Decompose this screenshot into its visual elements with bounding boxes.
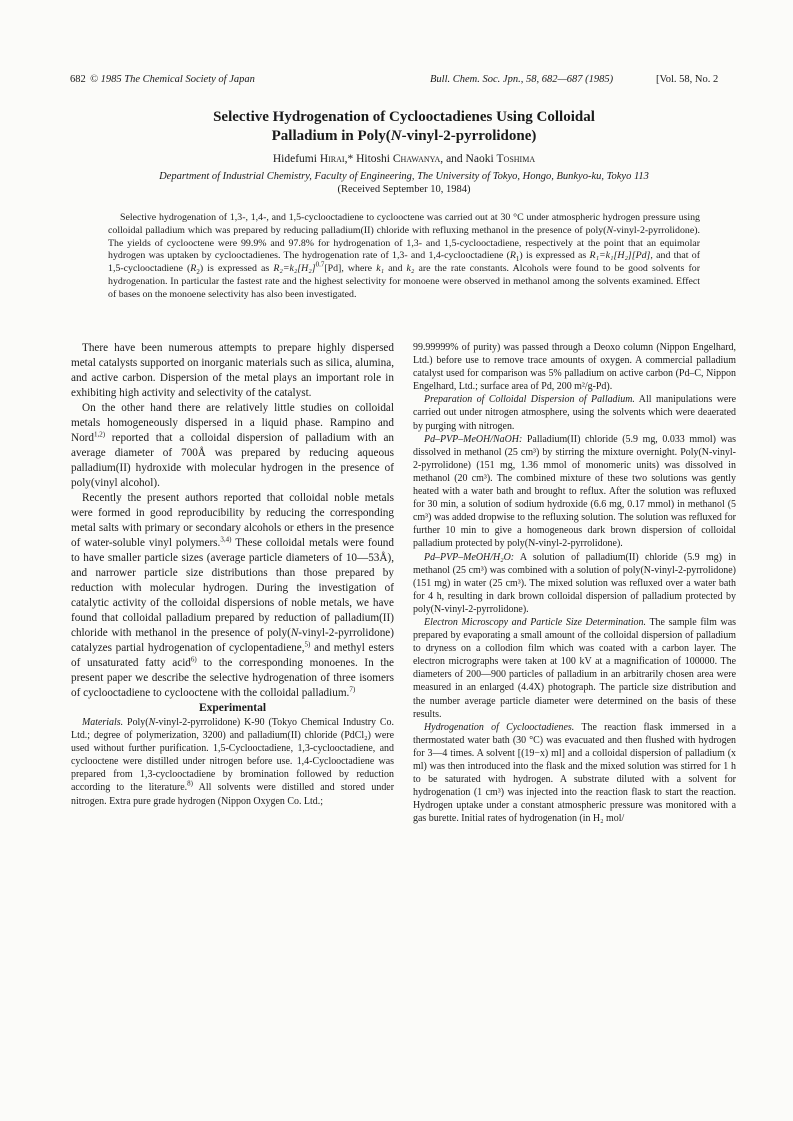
materials-continued: 99.99999% of purity) was passed through a Deoxo column (Nippon Engelhard, Ltd.) before use to remove trace amounts of oxygen. A commercial palladium catalyst used for comparison was 5% palladium on active carbon (Pd–C, Nippon Engelhard, Ltd.; surface area of Pd, 200 m²/g-Pd). bbox=[413, 342, 736, 393]
title-line-1: Selective Hydrogenation of Cyclooctadienes Using Colloidal bbox=[213, 109, 595, 125]
copyright-line: © 1985 The Chemical Society of Japan bbox=[90, 74, 255, 85]
materials-paragraph: Materials. Poly(N-vinyl-2-pyrrolidone) K-90 (Tokyo Chemical Industry Co. Ltd.; degree of polymerization, 3200) and palladium(II) chloride (PdCl₂) were used without further purification. 1,5-Cyclooctadiene, 1,3-cyclooctadiene, and cyclooctene were distilled under nitrogen before use. 1,4-Cyclooctadiene was prepared from 1,3-cyclooctadiene by bromination followed by reduction according to the literature.$^{8)}$ All solvents were distilled and stored under nitrogen. Extra pure grade hydrogen (Nippon Oxygen Co. Ltd.; bbox=[71, 717, 395, 807]
page-number: 682 bbox=[70, 74, 86, 85]
running-header bbox=[70, 74, 738, 90]
paper-title bbox=[70, 108, 738, 146]
author-2-last: Chawanya, bbox=[392, 153, 444, 165]
preparation-paragraph: Preparation of Colloidal Dispersion of Palladium. All manipulations were carried out under nitrogen atmosphere, using the solvents which were deaerated by purging with nitrogen. bbox=[413, 394, 736, 432]
corresponding-mark: * bbox=[347, 153, 354, 165]
intro-paragraph-2: On the other hand there are relatively little studies on colloidal metals homogeneously dispersed in a liquid phase. Rampino and Nord$^{1,2)}$ reported that a colloidal dispersion of palladium with an average diameter of 700Å was prepared by reducing aqueous palladium(II) hydroxide with molecular hydrogen in the presence of poly(vinyl alcohol). bbox=[71, 402, 394, 489]
intro-paragraph-1: There have been numerous attempts to prepare highly dispersed metal catalysts supported on inorganic materials such as silica, alumina, and active carbon. Dispersion of the metal plays an important role in exhibiting high activity and selectivity of the catalyst. bbox=[71, 342, 394, 399]
intro-paragraph-3: Recently the present authors reported that colloidal noble metals were formed in good reproducibility by reducing the corresponding metal salts with primary or secondary alcohols or ethers in the presence of water-soluble vinyl polymers.$^{3,4)}$ These colloidal metals were found to have smaller particle sizes (average particle diameters of 10—53Å), and narrower particle size distributions than those prepared by reduction with molecular hydrogen. During the investigation of catalytic activity of the colloidal dispersions of noble metals, we have found that colloidal palladium prepared by reduction of palladium(II) chloride with methanol in the presence of poly(N-vinyl-2-pyrrolidone) catalyzes partial hydrogenation of cyclopentadiene,$^{5)}$ and methyl esters of unsaturated fatty acid$^{6)}$ to the corresponding monoenes. In the present paper we describe the selective hydrogenation of three isomers of cyclooctadiene to cyclooctene with the colloidal palladium.$^{7)}$ bbox=[71, 492, 395, 699]
journal-citation: Bull. Chem. Soc. Jpn., 58, 682—687 (1985) bbox=[430, 74, 614, 85]
title-n: N bbox=[390, 128, 402, 144]
author-1-first: Hidefumi bbox=[272, 153, 317, 165]
electron-microscopy-paragraph: Electron Microscopy and Particle Size Determination. The sample film was prepared by evaporating a small amount of the colloidal dispersion of palladium to dryness on a collodion film which was coated with a carbon layer. The electron micrographs were taken at 100 kV at a magnification of 100000. The diameters of 200—900 particles of palladium in an arbitrarily chosen area were measured in an enlarged (4.4X) photograph. The particle size distribution and the number average particle diameter were determined on the basis of these results. bbox=[413, 616, 736, 720]
author-list bbox=[70, 153, 738, 165]
author-2-first: Hitoshi bbox=[356, 153, 390, 165]
hydrogenation-paragraph: Hydrogenation of Cyclooctadienes. The reaction flask immersed in a thermostated water bath (30 °C) was evacuated and then flushed with hydrogen for 3—4 times. A solvent [(19−x) ml] and a colloidal dispersion of palladium (x ml) was then introduced into the flask and the mixed solution was stirred for 1 h to be saturated with hydrogen. A substrate diluted with a solvent for hydrogenation (1 cm³) was injected into the reaction flask to start the reaction. Hydrogen uptake under a constant atmospheric pressure was monitored with a gas burette. Initial rates of hydrogenation (in H₂ mol/ bbox=[413, 721, 736, 825]
affiliation: Department of Industrial Chemistry, Faculty of Engineering, The University of Tokyo, Hongo, Bunkyo-ku, Tokyo 113 bbox=[159, 171, 649, 182]
volume-issue: [Vol. 58, No. 2 bbox=[656, 74, 719, 85]
title-line-2a: Palladium in Poly( bbox=[271, 128, 391, 144]
author-and: and bbox=[446, 153, 463, 165]
section-heading-experimental: Experimental bbox=[198, 702, 267, 714]
pd-pvp-h2o-paragraph: Pd–PVP–MeOH/H₂O: A solution of palladium(II) chloride (5.9 mg) in methanol (25 cm³) was combined with a solution of poly(N-vinyl-2-pyrrolidone) (151 mg) in water (25 cm³). The mixed solution was refluxed over a water bath for 4 h, resulting in dark brown colloidal dispersion of palladium protected by poly(N-vinyl-2-pyrrolidone). bbox=[413, 551, 736, 615]
received-date: (Received September 10, 1984) bbox=[337, 184, 471, 195]
author-3-first: Naoki bbox=[465, 153, 494, 165]
author-3-last: Toshima bbox=[496, 153, 536, 165]
left-column bbox=[71, 341, 394, 808]
right-column bbox=[413, 341, 736, 825]
pd-pvp-naoh-paragraph: Pd–PVP–MeOH/NaOH: Palladium(II) chloride (5.9 mg, 0.033 mmol) was dissolved in methanol (25 cm³) by stirring the mixture overnight. Poly(N-vinyl-2-pyrrolidone) (151 mg, 1.36 mmol of monomeric units) was dissolved in methanol (20 cm³). The combined mixture of these two solutions was gently heated with a water bath and brought to reflux. After the solution was refluxed for 30 min, a solution of sodium hydroxide (6.6 mg, 0.17 mmol) in methanol (5 cm³) was added dropwise to the refluxing solution. The solution was refluxed for further 10 min to give a homogeneous dark brown dispersion of colloidal palladium protected by poly(N-vinyl-2-pyrrolidone). bbox=[413, 433, 736, 550]
title-line-2b: -vinyl-2-pyrrolidone) bbox=[401, 128, 537, 144]
author-1-last: Hirai, bbox=[319, 153, 348, 165]
abstract: Selective hydrogenation of 1,3-, 1,4-, and 1,5-cyclooctadiene to cyclooctene was carried out at 30 °C under atmospheric hydrogen pressure using colloidal palladium which was prepared by reducing palladium(II) chloride with refluxing methanol in the presence of poly(N-vinyl-2-pyrrolidone). The yields of cyclooctene were 99.9% and 97.8% for hydrogenation of 1,3- and 1,5-cyclooctadiene, respectively at the point that an equimolar hydrogen was uptaken by cyclooctadienes. The hydrogenation rate of 1,3- and 1,4-cyclooctadiene $(R_1)$ is expressed as R₁=k₁[H₂][Pd], and that of 1,5-cyclooctadiene $(R_2)$ is expressed as $R_2=k_2[H_2]^{0.7}[Pd]$, where k₁ and k₂ are the rate constants. Alcohols were found to be good solvents for hydrogenation. In particular the fastest rate and the highest selectivity for monoene were observed in methanol among the solvents examined. Effect of bases on the monoene selectivity has also been investigated. bbox=[108, 212, 700, 300]
